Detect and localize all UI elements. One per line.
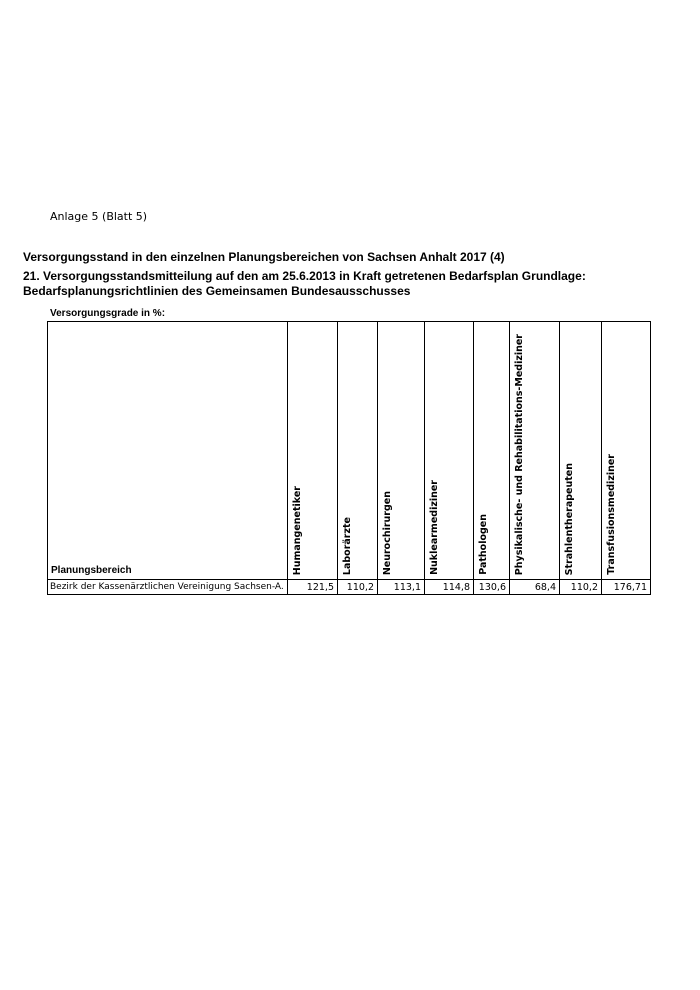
column-header-transfusion-medicine <box>602 322 651 580</box>
column-header-pathologists <box>474 322 510 580</box>
column-header-label: Pathologen <box>478 514 489 575</box>
page-subtitle <box>23 269 586 299</box>
table-header-row <box>48 322 651 580</box>
column-header-label: Transfusionsmediziner <box>606 454 617 575</box>
value-cell: 110,2 <box>338 580 378 595</box>
planning-area-cell: Bezirk der Kassenärztlichen Vereinigung Sachsen-A. <box>48 580 288 595</box>
value-cell: 130,6 <box>474 580 510 595</box>
supply-level-table <box>47 321 651 595</box>
column-header-label: Strahlentherapeuten <box>564 462 575 575</box>
column-header-radiotherapists <box>560 322 602 580</box>
value-cell: 121,5 <box>288 580 338 595</box>
value-cell: 113,1 <box>378 580 425 595</box>
value-cell: 110,2 <box>560 580 602 595</box>
column-header-label: Physikalische- und Rehabilitations-Mediziner <box>514 333 525 575</box>
column-header-physical-rehab <box>510 322 560 580</box>
column-header-label: Nuklearmediziner <box>429 480 440 575</box>
column-header-label: Humangenetiker <box>292 485 303 575</box>
column-header-label: Neurochirurgen <box>382 490 393 575</box>
subtitle-line-1: 21. Versorgungsstandsmitteilung auf den am 25.6.2013 in Kraft getretenen Bedarfsplan Grundlage: <box>23 269 586 283</box>
column-header-laboratory-physicians <box>338 322 378 580</box>
column-header-neurosurgeons <box>378 322 425 580</box>
grade-label: Versorgungsgrade in %: <box>50 308 166 319</box>
value-cell: 114,8 <box>425 580 474 595</box>
column-header-label: Laborärzte <box>342 516 353 575</box>
column-header-human-geneticists <box>288 322 338 580</box>
column-header-planning-area: Planungsbereich <box>48 322 288 580</box>
column-header-nuclear-medicine <box>425 322 474 580</box>
value-cell: 176,71 <box>602 580 651 595</box>
page-title: Versorgungsstand in den einzelnen Planungsbereichen von Sachsen Anhalt 2017 (4) <box>23 250 505 264</box>
value-cell: 68,4 <box>510 580 560 595</box>
annex-label: Anlage 5 (Blatt 5) <box>50 210 148 223</box>
subtitle-line-2: Bedarfsplanungsrichtlinien des Gemeinsamen Bundesausschusses <box>23 284 411 298</box>
table-row <box>48 580 651 595</box>
